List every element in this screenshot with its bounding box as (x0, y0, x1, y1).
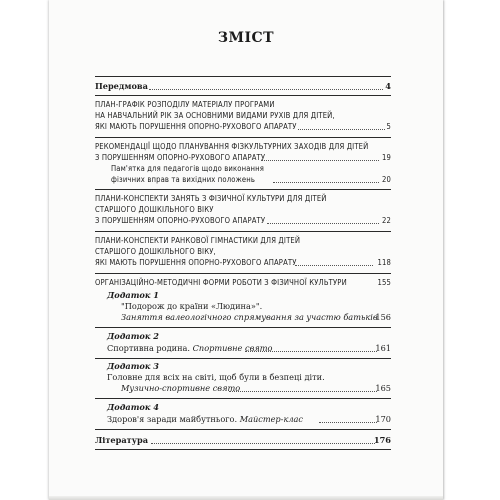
toc-entry-line: З ПОРУШЕННЯМ ОПОРНО-РУХОВОГО АПАРАТУ (95, 216, 266, 225)
dot-leader (149, 89, 383, 90)
toc-entry-line: З ПОРУШЕННЯМ ОПОРНО-РУХОВОГО АПАРАТУ (95, 153, 266, 162)
dot-leader (273, 182, 379, 183)
section-divider (95, 358, 391, 359)
toc-entry-title: Спортивна родина. (107, 343, 193, 353)
toc-page-number: 170 (375, 414, 391, 424)
section-divider (95, 231, 391, 232)
book-page (49, 0, 443, 500)
toc-entry-subtitle: Спортивне свято (192, 343, 273, 353)
appendix-number: Додаток 3 (107, 361, 159, 371)
toc-entry-line: Заняття валеологічного спрямування за участю батьків (121, 312, 378, 322)
toc-page-number: 161 (375, 343, 391, 353)
appendix-number: Додаток 4 (107, 402, 159, 412)
toc-entry-line: ЯКІ МАЮТЬ ПОРУШЕННЯ ОПОРНО-РУХОВОГО АПАРАТУ (95, 258, 297, 267)
bottom-rule (95, 449, 391, 450)
dot-leader (245, 351, 377, 352)
toc-entry-line-row (49, 121, 443, 132)
toc-entry-line: фізичних вправ та вихідних положень (111, 175, 256, 184)
toc-entry-line-row (49, 312, 443, 323)
appendix-label (49, 290, 443, 301)
dot-leader (295, 265, 373, 266)
toc-entry-line-row (49, 246, 443, 257)
toc-page-number: 22 (382, 216, 391, 225)
toc-entry-line: СТАРШОГО ДОШКІЛЬНОГО ВІКУ, (95, 247, 216, 256)
toc-entry-line: ПЛАНИ-КОНСПЕКТИ РАНКОВОЇ ГІМНАСТИКИ ДЛЯ ДІТЕЙ (95, 236, 301, 245)
toc-entry-line: РЕКОМЕНДАЦІЇ ЩОДО ПЛАНУВАННЯ ФІЗКУЛЬТУРНИХ ЗАХОДІВ ДЛЯ ДІТЕЙ (95, 142, 369, 151)
toc-entry-line (107, 414, 303, 425)
toc-page-number: 20 (382, 175, 391, 184)
toc-entry-line-row (49, 383, 443, 394)
dot-leader (267, 223, 379, 224)
appendix-number: Додаток 2 (107, 331, 159, 341)
section-divider (95, 95, 391, 96)
section-divider (95, 327, 391, 328)
toc-entry-line-row (49, 257, 443, 268)
dot-leader (261, 160, 379, 161)
toc-entry-line-row (49, 152, 443, 163)
toc-entry-lesson-plans[interactable] (49, 193, 443, 204)
toc-entry-line: ПЛАНИ-КОНСПЕКТИ ЗАНЯТЬ З ФІЗИЧНОЇ КУЛЬТУРИ ДЛЯ ДІТЕЙ (95, 194, 327, 203)
toc-entry-line-row (49, 110, 443, 121)
toc-entry-label: ОРГАНІЗАЦІЙНО-МЕТОДИЧНІ ФОРМИ РОБОТИ З ФІЗИЧНОЇ КУЛЬТУРИ (95, 278, 347, 287)
dot-leader (298, 129, 385, 130)
toc-entry-organizational-forms[interactable] (49, 277, 443, 288)
toc-entry-line: Головне для всіх на світі, щоб були в безпеці діти. (107, 372, 325, 382)
dot-leader (319, 422, 377, 423)
toc-entry-memo[interactable] (49, 163, 443, 174)
toc-entry-line: НА НАВЧАЛЬНИЙ РІК ЗА ОСНОВНИМИ ВИДАМИ РУХІВ ДЛЯ ДІТЕЙ, (95, 111, 335, 120)
dot-leader (151, 443, 375, 444)
toc-entry-subtitle: Майстер-клас (239, 414, 304, 424)
section-divider (95, 398, 391, 399)
toc-entry-appendix-1[interactable] (49, 301, 443, 312)
appendix-label (49, 331, 443, 342)
toc-entry-appendix-2[interactable] (49, 343, 443, 354)
section-divider (95, 137, 391, 138)
appendix-number: Додаток 1 (107, 290, 159, 300)
toc-page-number: 155 (377, 278, 391, 287)
toc-entry-line: Пам'ятка для педагогів щодо виконання (111, 164, 265, 173)
toc-entry-line: СТАРШОГО ДОШКІЛЬНОГО ВІКУ (95, 205, 214, 214)
section-divider (95, 429, 391, 430)
toc-entry-morning-exercises[interactable] (49, 235, 443, 246)
toc-entry-line-row (49, 215, 443, 226)
section-divider (95, 189, 391, 190)
toc-entry-foreword[interactable] (49, 81, 443, 92)
top-rule (95, 76, 391, 77)
toc-entry-line: ПЛАН-ГРАФІК РОЗПОДІЛУ МАТЕРІАЛУ ПРОГРАМИ (95, 100, 275, 109)
toc-entry-plan-graph[interactable] (49, 99, 443, 110)
toc-page-number: 165 (375, 383, 391, 393)
dot-leader (229, 391, 377, 392)
page-title: ЗМІСТ (217, 30, 275, 46)
appendix-label (49, 402, 443, 413)
toc-page-number: 156 (375, 312, 391, 322)
toc-entry-literature[interactable] (49, 435, 443, 446)
toc-entry-title: Здоров'я заради майбутнього. (107, 414, 240, 424)
appendix-label (49, 361, 443, 372)
toc-page-number: 19 (382, 153, 391, 162)
toc-entry-line: ЯКІ МАЮТЬ ПОРУШЕННЯ ОПОРНО-РУХОВОГО АПАРАТУ (95, 122, 297, 131)
toc-entry-label: Передмова (95, 81, 148, 91)
toc-entry-line: "Подорож до країни «Людина»". (121, 301, 263, 311)
toc-page-number: 4 (385, 81, 391, 91)
toc-entry-appendix-3[interactable] (49, 372, 443, 383)
toc-entry-label: Література (95, 435, 149, 445)
toc-entry-recommendations[interactable] (49, 141, 443, 152)
toc-page-number: 176 (373, 435, 391, 445)
toc-entry-line-row (49, 174, 443, 185)
section-divider (95, 273, 391, 274)
toc-entry-appendix-4[interactable] (49, 414, 443, 425)
toc-entry-line-row (49, 204, 443, 215)
toc-entry-line: Музично-спортивне свято (121, 383, 241, 393)
toc-page-number: 5 (386, 122, 391, 131)
toc-entry-line (107, 343, 272, 354)
toc-page-number: 118 (377, 258, 391, 267)
